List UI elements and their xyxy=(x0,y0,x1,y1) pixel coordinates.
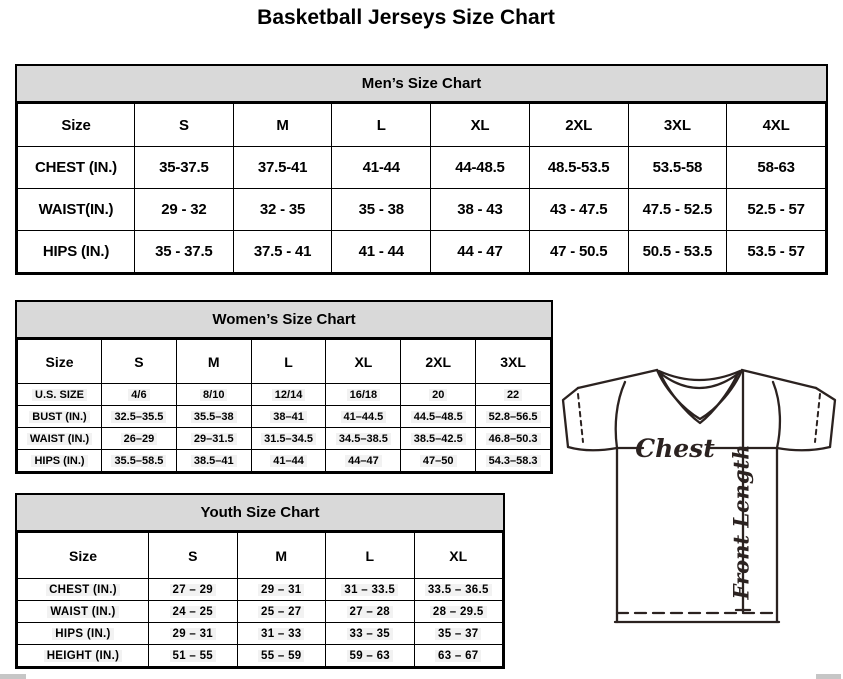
value-cell: 32.5–35.5 xyxy=(102,406,177,428)
womens-size-chart xyxy=(15,300,553,474)
value-cell: 41–44.5 xyxy=(326,406,401,428)
column-header-cell: L xyxy=(326,533,415,579)
value-cell: 50.5 - 53.5 xyxy=(628,231,727,273)
row-label-cell: U.S. SIZE xyxy=(18,384,102,406)
value-cell: 28 – 29.5 xyxy=(414,601,503,623)
value-cell: 12/14 xyxy=(251,384,326,406)
value-cell: 25 – 27 xyxy=(237,601,326,623)
value-cell: 34.5–38.5 xyxy=(326,428,401,450)
column-header-row xyxy=(18,340,551,384)
value-cell: 38.5–42.5 xyxy=(401,428,476,450)
column-header-cell: 3XL xyxy=(476,340,551,384)
jersey-armhole-seam-right xyxy=(773,382,780,448)
value-cell: 44-48.5 xyxy=(431,147,530,189)
row-label-cell: BUST (IN.) xyxy=(18,406,102,428)
value-cell: 55 – 59 xyxy=(237,645,326,667)
value-cell: 35.5–58.5 xyxy=(102,450,177,472)
value-cell: 8/10 xyxy=(176,384,251,406)
value-cell: 33 – 35 xyxy=(326,623,415,645)
hscrollbar-fragment-right[interactable] xyxy=(816,674,841,679)
row-label-cell: HIPS (IN.) xyxy=(18,623,149,645)
table-row xyxy=(18,579,503,601)
value-cell: 54.3–58.3 xyxy=(476,450,551,472)
value-cell: 35 - 37.5 xyxy=(135,231,234,273)
value-cell: 29 – 31 xyxy=(149,623,238,645)
value-cell: 24 – 25 xyxy=(149,601,238,623)
value-cell: 32 - 35 xyxy=(233,189,332,231)
womens-size-chart-table xyxy=(17,339,551,472)
jersey-underarm-right xyxy=(777,447,830,450)
column-header-cell: Size xyxy=(18,104,135,147)
value-cell: 38.5–41 xyxy=(176,450,251,472)
value-cell: 29–31.5 xyxy=(176,428,251,450)
value-cell: 53.5-58 xyxy=(628,147,727,189)
column-header-cell: L xyxy=(251,340,326,384)
value-cell: 38–41 xyxy=(251,406,326,428)
column-header-cell: Size xyxy=(18,533,149,579)
value-cell: 44 - 47 xyxy=(431,231,530,273)
row-label-cell: WAIST (IN.) xyxy=(18,601,149,623)
value-cell: 47.5 - 52.5 xyxy=(628,189,727,231)
jersey-shoulder-right xyxy=(742,370,816,388)
column-header-cell: 3XL xyxy=(628,104,727,147)
table-row xyxy=(18,623,503,645)
value-cell: 47–50 xyxy=(401,450,476,472)
column-header-cell: M xyxy=(176,340,251,384)
table-row xyxy=(18,450,551,472)
value-cell: 29 - 32 xyxy=(135,189,234,231)
value-cell: 58-63 xyxy=(727,147,826,189)
value-cell: 29 – 31 xyxy=(237,579,326,601)
jersey-vneck-outer xyxy=(657,370,742,419)
column-header-cell: XL xyxy=(431,104,530,147)
jersey-sleeve-left xyxy=(563,388,578,447)
value-cell: 38 - 43 xyxy=(431,189,530,231)
youth-size-chart xyxy=(15,493,505,669)
value-cell: 44–47 xyxy=(326,450,401,472)
column-header-cell: 4XL xyxy=(727,104,826,147)
value-cell: 37.5 - 41 xyxy=(233,231,332,273)
value-cell: 35-37.5 xyxy=(135,147,234,189)
column-header-cell: XL xyxy=(414,533,503,579)
column-header-cell: Size xyxy=(18,340,102,384)
value-cell: 35.5–38 xyxy=(176,406,251,428)
value-cell: 27 – 28 xyxy=(326,601,415,623)
row-label-cell: HIPS (IN.) xyxy=(18,450,102,472)
value-cell: 26–29 xyxy=(102,428,177,450)
chest-measure-label: Chest xyxy=(635,434,715,463)
value-cell: 35 - 38 xyxy=(332,189,431,231)
jersey-cuff-dash-right xyxy=(815,394,820,442)
value-cell: 35 – 37 xyxy=(414,623,503,645)
value-cell: 22 xyxy=(476,384,551,406)
mens-size-chart xyxy=(15,64,828,275)
column-header-cell: S xyxy=(149,533,238,579)
table-row xyxy=(18,428,551,450)
jersey-armhole-seam-left xyxy=(616,382,625,448)
column-header-cell: L xyxy=(332,104,431,147)
table-row xyxy=(18,231,826,273)
row-label-cell: HEIGHT (IN.) xyxy=(18,645,149,667)
mens-size-chart-title: Men’s Size Chart xyxy=(17,66,826,103)
front-length-measure-label: Front Length xyxy=(728,444,754,600)
column-header-cell: 2XL xyxy=(401,340,476,384)
value-cell: 16/18 xyxy=(326,384,401,406)
value-cell: 37.5-41 xyxy=(233,147,332,189)
row-label-cell: CHEST (IN.) xyxy=(18,579,149,601)
value-cell: 31 – 33.5 xyxy=(326,579,415,601)
value-cell: 46.8–50.3 xyxy=(476,428,551,450)
value-cell: 51 – 55 xyxy=(149,645,238,667)
table-row xyxy=(18,384,551,406)
value-cell: 27 – 29 xyxy=(149,579,238,601)
column-header-cell: S xyxy=(135,104,234,147)
column-header-row xyxy=(18,104,826,147)
table-row xyxy=(18,189,826,231)
column-header-cell: M xyxy=(237,533,326,579)
value-cell: 63 – 67 xyxy=(414,645,503,667)
table-row xyxy=(18,406,551,428)
value-cell: 59 – 63 xyxy=(326,645,415,667)
value-cell: 31.5–34.5 xyxy=(251,428,326,450)
table-row xyxy=(18,645,503,667)
value-cell: 43 - 47.5 xyxy=(529,189,628,231)
value-cell: 4/6 xyxy=(102,384,177,406)
jersey-measurement-diagram xyxy=(557,356,841,628)
jersey-shoulder-left xyxy=(578,370,657,388)
value-cell: 41–44 xyxy=(251,450,326,472)
value-cell: 48.5-53.5 xyxy=(529,147,628,189)
jersey-cuff-dash-left xyxy=(578,394,583,442)
column-header-cell: S xyxy=(102,340,177,384)
row-label-cell: WAIST(IN.) xyxy=(18,189,135,231)
value-cell: 41-44 xyxy=(332,147,431,189)
value-cell: 20 xyxy=(401,384,476,406)
value-cell: 47 - 50.5 xyxy=(529,231,628,273)
column-header-cell: M xyxy=(233,104,332,147)
row-label-cell: WAIST (IN.) xyxy=(18,428,102,450)
table-row xyxy=(18,601,503,623)
value-cell: 41 - 44 xyxy=(332,231,431,273)
value-cell: 44.5–48.5 xyxy=(401,406,476,428)
table-row xyxy=(18,147,826,189)
jersey-underarm-left xyxy=(568,447,617,450)
womens-size-chart-title: Women’s Size Chart xyxy=(17,302,551,339)
row-label-cell: CHEST (IN.) xyxy=(18,147,135,189)
mens-size-chart-table xyxy=(17,103,826,273)
hscrollbar-fragment-left[interactable] xyxy=(0,674,26,679)
column-header-cell: 2XL xyxy=(529,104,628,147)
value-cell: 53.5 - 57 xyxy=(727,231,826,273)
row-label-cell: HIPS (IN.) xyxy=(18,231,135,273)
youth-size-chart-title: Youth Size Chart xyxy=(17,495,503,532)
jersey-collar-back-arc xyxy=(659,371,740,380)
column-header-row xyxy=(18,533,503,579)
value-cell: 52.5 - 57 xyxy=(727,189,826,231)
youth-size-chart-table xyxy=(17,532,503,667)
value-cell: 52.8–56.5 xyxy=(476,406,551,428)
value-cell: 33.5 – 36.5 xyxy=(414,579,503,601)
column-header-cell: XL xyxy=(326,340,401,384)
page-title: Basketball Jerseys Size Chart xyxy=(257,6,555,29)
value-cell: 31 – 33 xyxy=(237,623,326,645)
